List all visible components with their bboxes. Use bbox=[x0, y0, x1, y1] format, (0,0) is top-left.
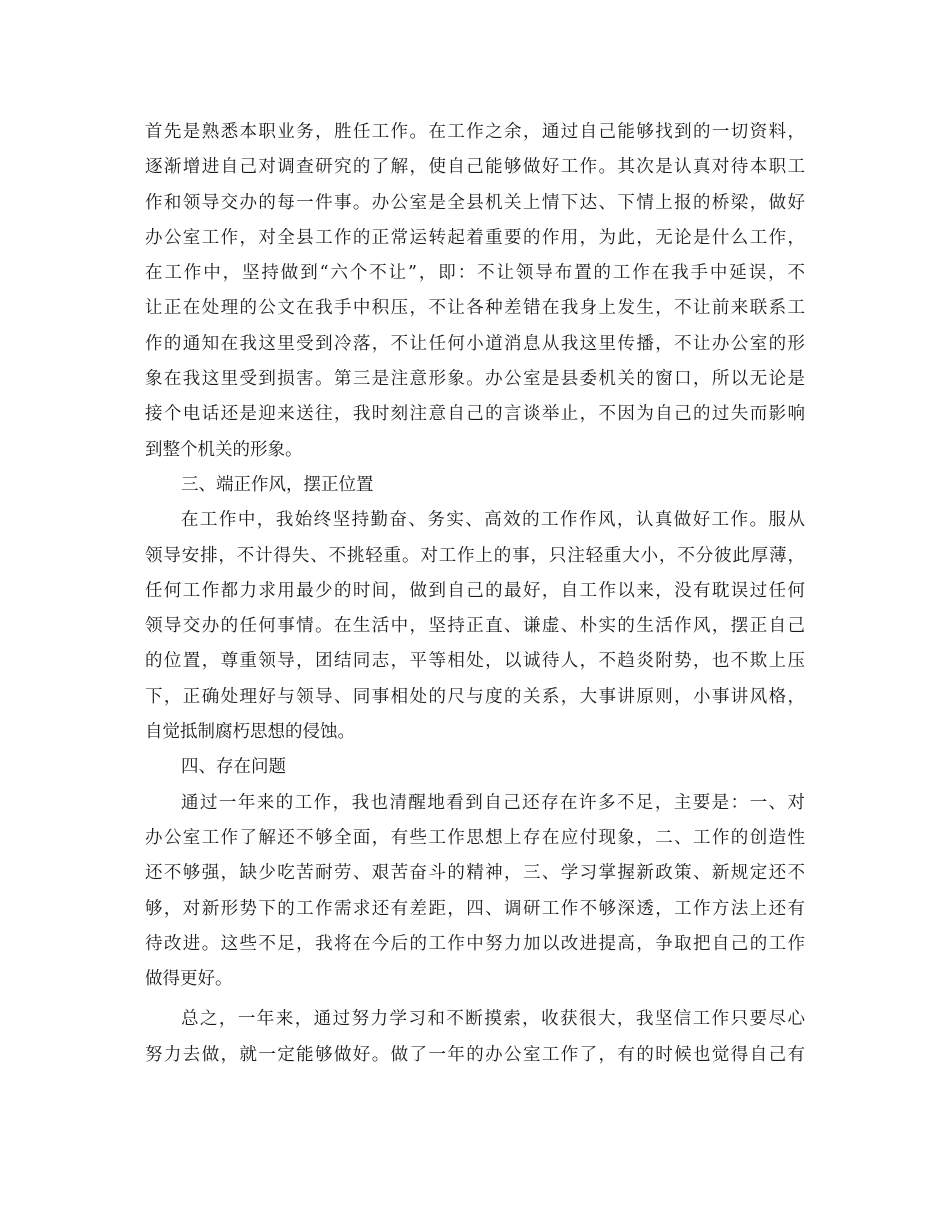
body-line: 在工作中，坚持做到“六个不让”，即：不让领导布置的工作在我手中延误，不 bbox=[145, 263, 805, 284]
body-line: 到整个机关的形象。 bbox=[145, 439, 303, 460]
body-line: 作和领导交办的每一件事。办公室是全县机关上情下达、下情上报的桥梁，做好 bbox=[145, 192, 805, 213]
body-line: 下，正确处理好与领导、同事相处的尺与度的关系，大事讲原则，小事讲风格， bbox=[145, 686, 805, 707]
body-line: 任何工作都力求用最少的时间，做到自己的最好，自工作以来，没有耽误过任何 bbox=[145, 580, 805, 601]
section-heading: 四、存在问题 bbox=[181, 757, 286, 778]
body-line: 作的通知在我这里受到冷落，不让任何小道消息从我这里传播，不让办公室的形 bbox=[145, 333, 805, 354]
document-body bbox=[145, 115, 805, 1073]
body-line: 在工作中，我始终坚持勤奋、务实、高效的工作作风，认真做好工作。服从 bbox=[181, 510, 805, 531]
body-line: 自觉抵制腐朽思想的侵蚀。 bbox=[145, 722, 355, 743]
body-line: 逐渐增进自己对调查研究的了解，使自己能够做好工作。其次是认真对待本职工 bbox=[145, 157, 805, 178]
body-line: 通过一年来的工作，我也清醒地看到自己还存在许多不足，主要是：一、对 bbox=[181, 792, 805, 813]
body-line: 够，对新形势下的工作需求还有差距，四、调研工作不够深透，工作方法上还有 bbox=[145, 898, 805, 919]
body-line: 领导交办的任何事情。在生活中，坚持正直、谦虚、朴实的生活作风，摆正自己 bbox=[145, 616, 805, 637]
body-line: 象在我这里受到损害。第三是注意形象。办公室是县委机关的窗口，所以无论是 bbox=[145, 369, 805, 390]
body-line: 办公室工作，对全县工作的正常运转起着重要的作用，为此，无论是什么工作， bbox=[145, 227, 805, 248]
body-line: 努力去做，就一定能够做好。做了一年的办公室工作了，有的时候也觉得自己有 bbox=[145, 1044, 805, 1065]
section-heading: 三、端正作风，摆正位置 bbox=[181, 474, 374, 495]
body-line: 接个电话还是迎来送往，我时刻注意自己的言谈举止，不因为自己的过失而影响 bbox=[145, 404, 805, 425]
body-line: 待改进。这些不足，我将在今后的工作中努力加以改进提高，争取把自己的工作 bbox=[145, 933, 805, 954]
body-line: 首先是熟悉本职业务，胜任工作。在工作之余，通过自己能够找到的一切资料， bbox=[145, 122, 805, 142]
body-line: 领导安排，不计得失、不挑轻重。对工作上的事，只注轻重大小，不分彼此厚薄， bbox=[145, 545, 805, 566]
body-line: 做得更好。 bbox=[145, 969, 233, 990]
body-line: 办公室工作了解还不够全面，有些工作思想上存在应付现象，二、工作的创造性 bbox=[145, 827, 805, 848]
body-line: 让正在处理的公文在我手中积压，不让各种差错在我身上发生，不让前来联系工 bbox=[145, 298, 805, 319]
body-line: 总之，一年来，通过努力学习和不断摸索，收获很大，我坚信工作只要尽心 bbox=[181, 1009, 805, 1030]
body-line: 的位置，尊重领导，团结同志，平等相处，以诚待人，不趋炎附势，也不欺上压 bbox=[145, 651, 805, 672]
body-line: 还不够强，缺少吃苦耐劳、艰苦奋斗的精神，三、学习掌握新政策、新规定还不 bbox=[145, 863, 805, 884]
